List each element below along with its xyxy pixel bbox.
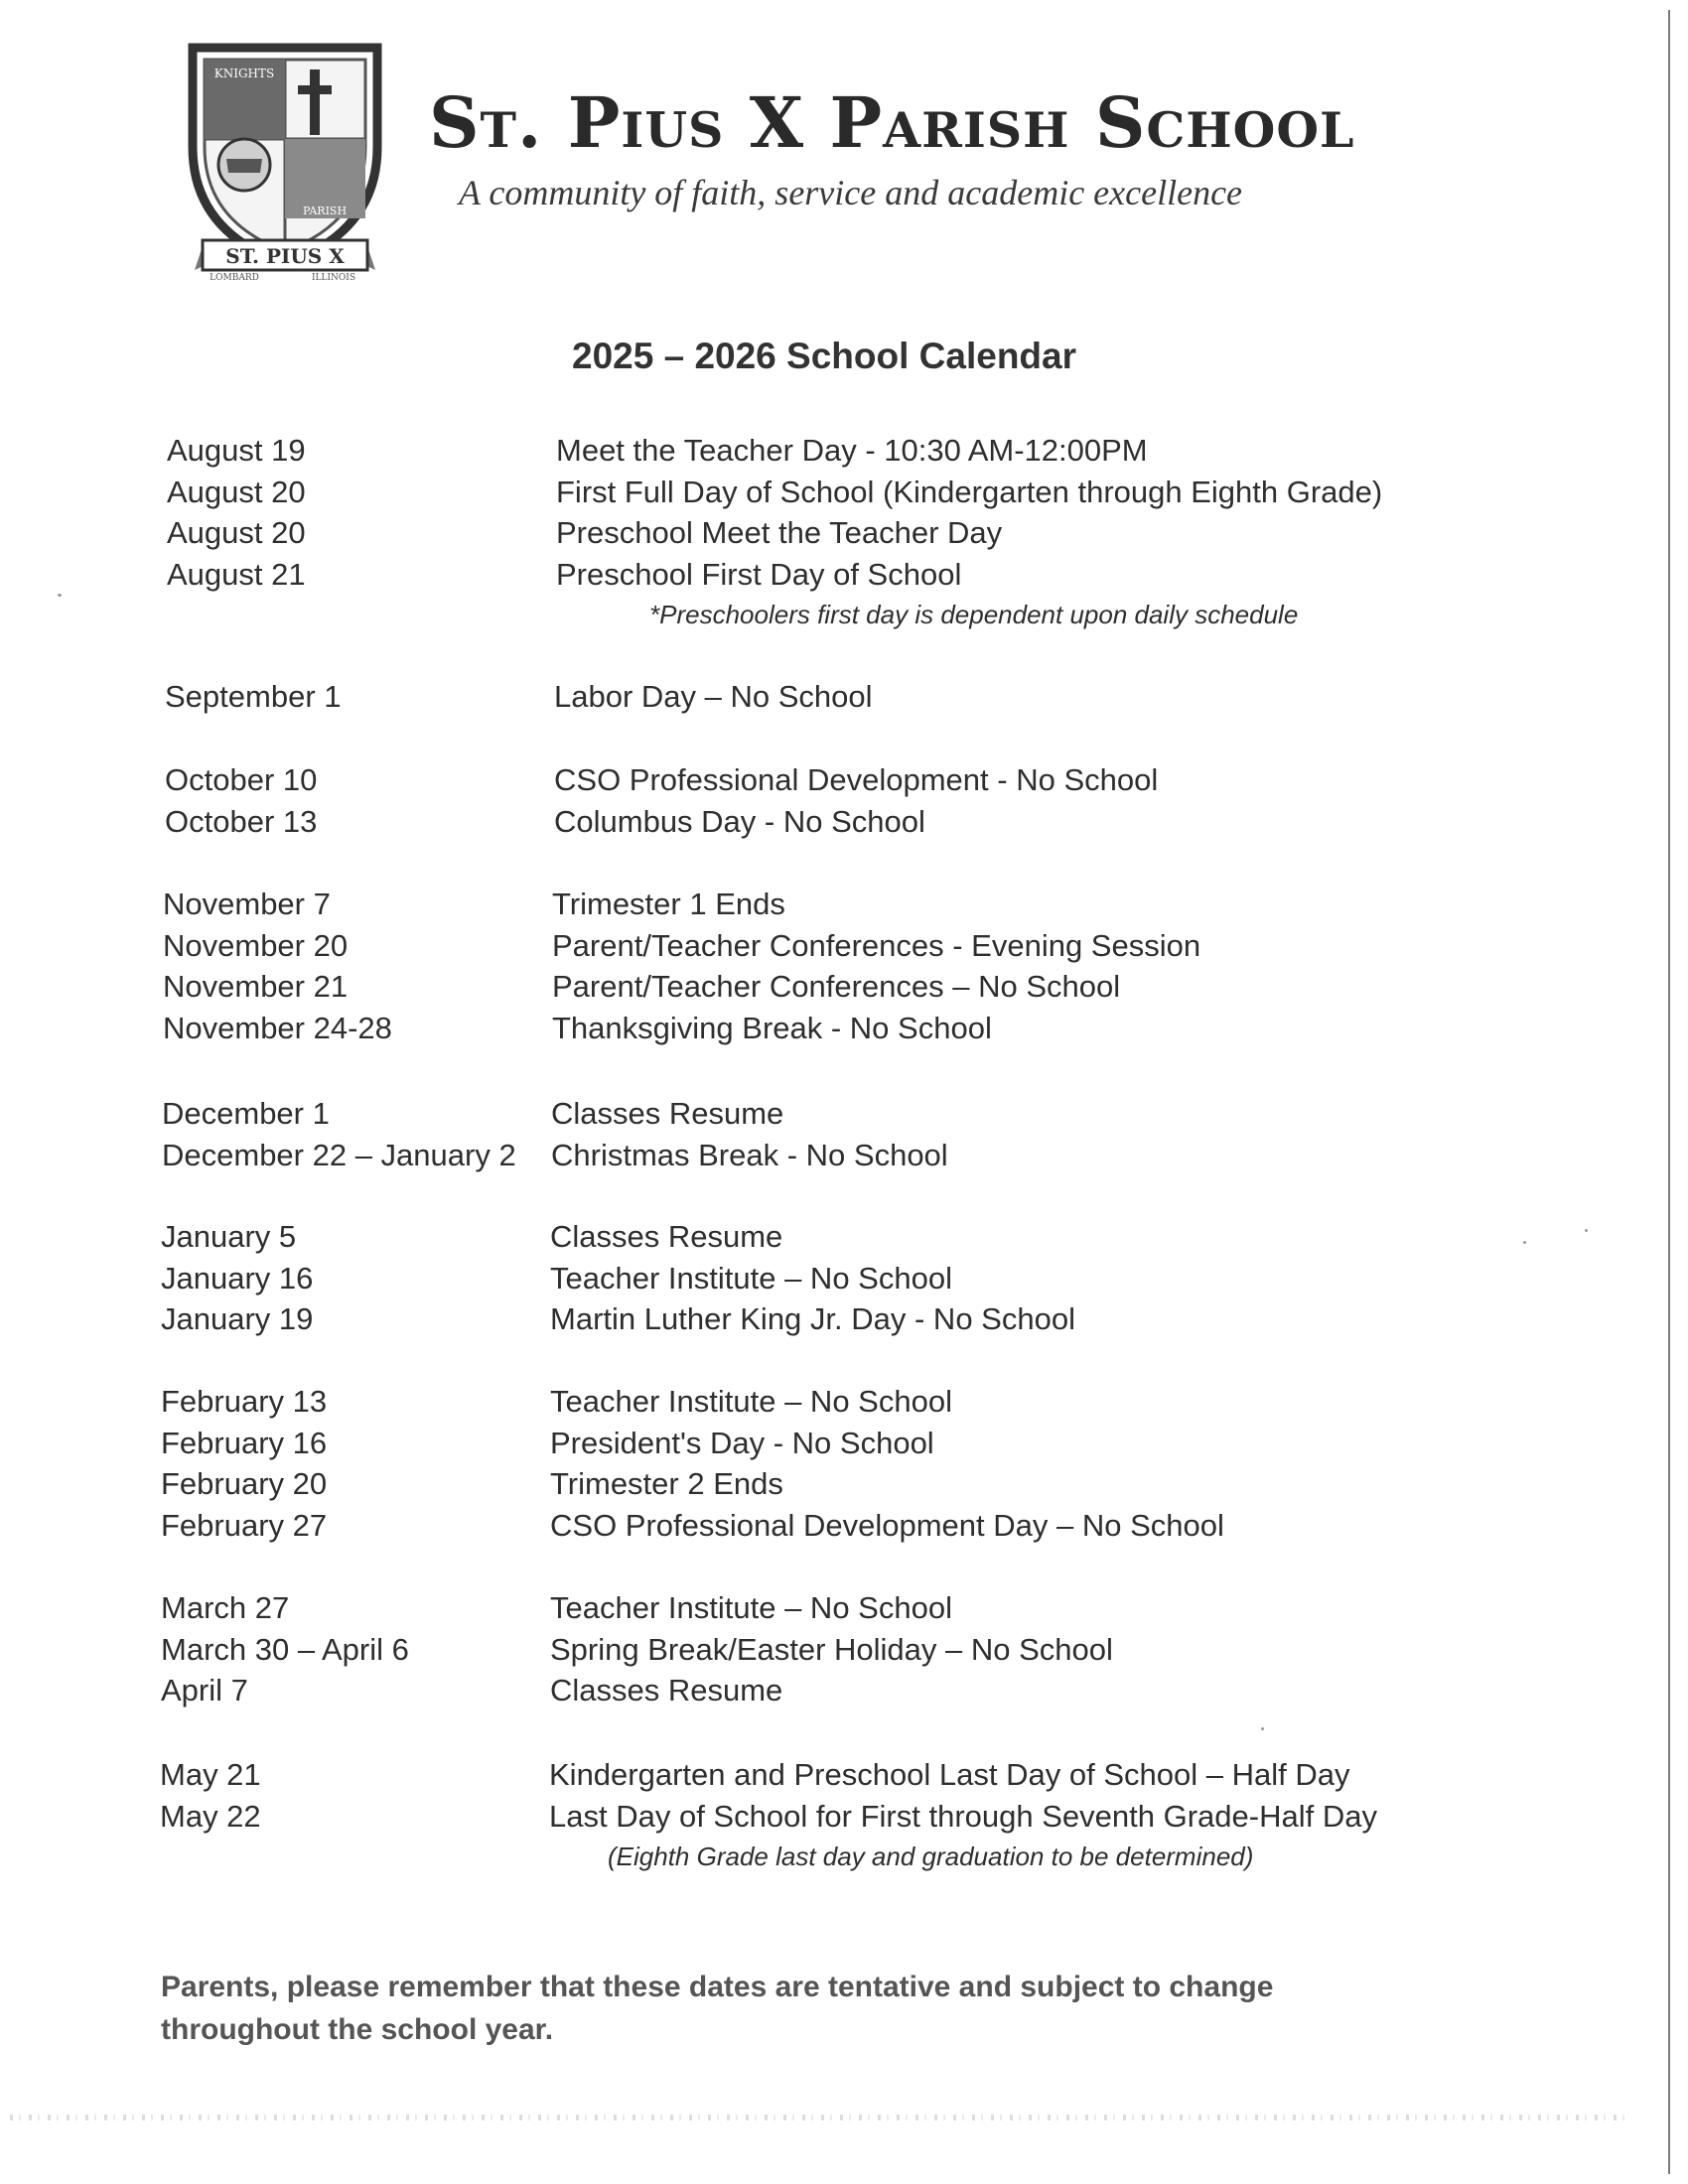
- calendar-event: Parent/Teacher Conferences – No School: [552, 969, 1121, 1004]
- school-crest-shield-icon: [175, 28, 395, 284]
- calendar-date: April 7: [161, 1673, 248, 1707]
- school-name: St. Pius X Parish School: [429, 81, 1355, 164]
- calendar-note: (Eighth Grade last day and graduation to be determined): [608, 1842, 1254, 1871]
- calendar-date: February 16: [161, 1425, 328, 1460]
- calendar-date: December 22 – January 2: [162, 1137, 516, 1172]
- calendar-event: Thanksgiving Break - No School: [552, 1010, 992, 1045]
- calendar-event: Trimester 2 Ends: [550, 1466, 783, 1501]
- calendar-event: Last Day of School for First through Seventh Grade-Half Day: [549, 1798, 1377, 1834]
- calendar-event: Spring Break/Easter Holiday – No School: [550, 1631, 1113, 1667]
- calendar-event: Labor Day – No School: [554, 679, 873, 714]
- calendar-event: Classes Resume: [551, 1096, 784, 1131]
- calendar-event: Teacher Institute – No School: [550, 1384, 952, 1419]
- calendar-event: Martin Luther King Jr. Day - No School: [550, 1301, 1075, 1336]
- calendar-date: May 22: [160, 1798, 261, 1834]
- calendar-date: August 20: [167, 474, 306, 509]
- calendar-event: Classes Resume: [550, 1673, 783, 1707]
- scan-speck: [1261, 1727, 1264, 1730]
- calendar-date: May 21: [160, 1757, 261, 1792]
- calendar-event: CSO Professional Development - No School: [554, 762, 1159, 797]
- calendar-date: November 24-28: [163, 1010, 392, 1045]
- calendar-event: Preschool Meet the Teacher Day: [556, 515, 1003, 550]
- crest-ribbon-right-text: ILLINOIS: [311, 273, 356, 283]
- calendar-title: 2025 – 2026 School Calendar: [572, 336, 1076, 376]
- calendar-event: Trimester 1 Ends: [552, 887, 785, 921]
- page-edge-line: [1668, 10, 1670, 2174]
- calendar-date: August 21: [167, 556, 306, 592]
- calendar-event: Teacher Institute – No School: [550, 1590, 952, 1625]
- calendar-date: November 7: [163, 887, 331, 921]
- school-tagline: A community of faith, service and academic excellence: [459, 173, 1243, 212]
- calendar-date: February 20: [161, 1466, 328, 1501]
- calendar-date: November 20: [163, 927, 349, 963]
- calendar-date: August 20: [167, 515, 306, 550]
- calendar-event: Meet the Teacher Day - 10:30 AM-12:00PM: [556, 433, 1148, 468]
- calendar-event: Preschool First Day of School: [556, 556, 962, 592]
- calendar-date: October 10: [165, 762, 318, 797]
- scan-speck: [1523, 1241, 1526, 1244]
- calendar-event: Kindergarten and Preschool Last Day of School – Half Day: [549, 1757, 1350, 1792]
- crest-ribbon-left-text: LOMBARD: [210, 273, 259, 283]
- calendar-event: CSO Professional Development Day – No School: [550, 1507, 1224, 1543]
- calendar-event: President's Day - No School: [550, 1425, 934, 1460]
- calendar-date: November 21: [163, 969, 349, 1004]
- calendar-event: Classes Resume: [550, 1219, 783, 1254]
- calendar-date: December 1: [162, 1096, 330, 1131]
- crest-top-text: KNIGHTS: [213, 67, 275, 80]
- calendar-event: Christmas Break - No School: [551, 1137, 948, 1172]
- crest-parish-text: PARISH: [302, 205, 348, 217]
- calendar-date: September 1: [165, 679, 342, 714]
- calendar-date: March 30 – April 6: [161, 1631, 409, 1667]
- calendar-date: February 13: [161, 1384, 328, 1419]
- calendar-date: February 27: [161, 1507, 328, 1543]
- calendar-event: Columbus Day - No School: [554, 803, 925, 839]
- scan-speck: [1585, 1229, 1588, 1232]
- scan-noise-strip: [10, 2115, 1628, 2120]
- calendar-date: January 16: [161, 1260, 314, 1296]
- calendar-date: March 27: [161, 1590, 290, 1625]
- calendar-note: *Preschoolers first day is dependent upon daily schedule: [649, 600, 1299, 629]
- calendar-event: First Full Day of School (Kindergarten through Eighth Grade): [556, 474, 1383, 509]
- calendar-event: Parent/Teacher Conferences - Evening Session: [552, 927, 1201, 963]
- calendar-date: January 19: [161, 1301, 314, 1336]
- calendar-date: January 5: [161, 1219, 297, 1254]
- calendar-date: October 13: [165, 803, 318, 839]
- footer-note: Parents, please remember that these dates are tentative and subject to change throughout the school year.: [161, 1971, 1274, 2046]
- calendar-event: Teacher Institute – No School: [550, 1260, 952, 1296]
- calendar-date: August 19: [167, 433, 306, 468]
- crest-banner-text: ST. PIUS X: [225, 244, 345, 268]
- scan-speck: [58, 594, 62, 597]
